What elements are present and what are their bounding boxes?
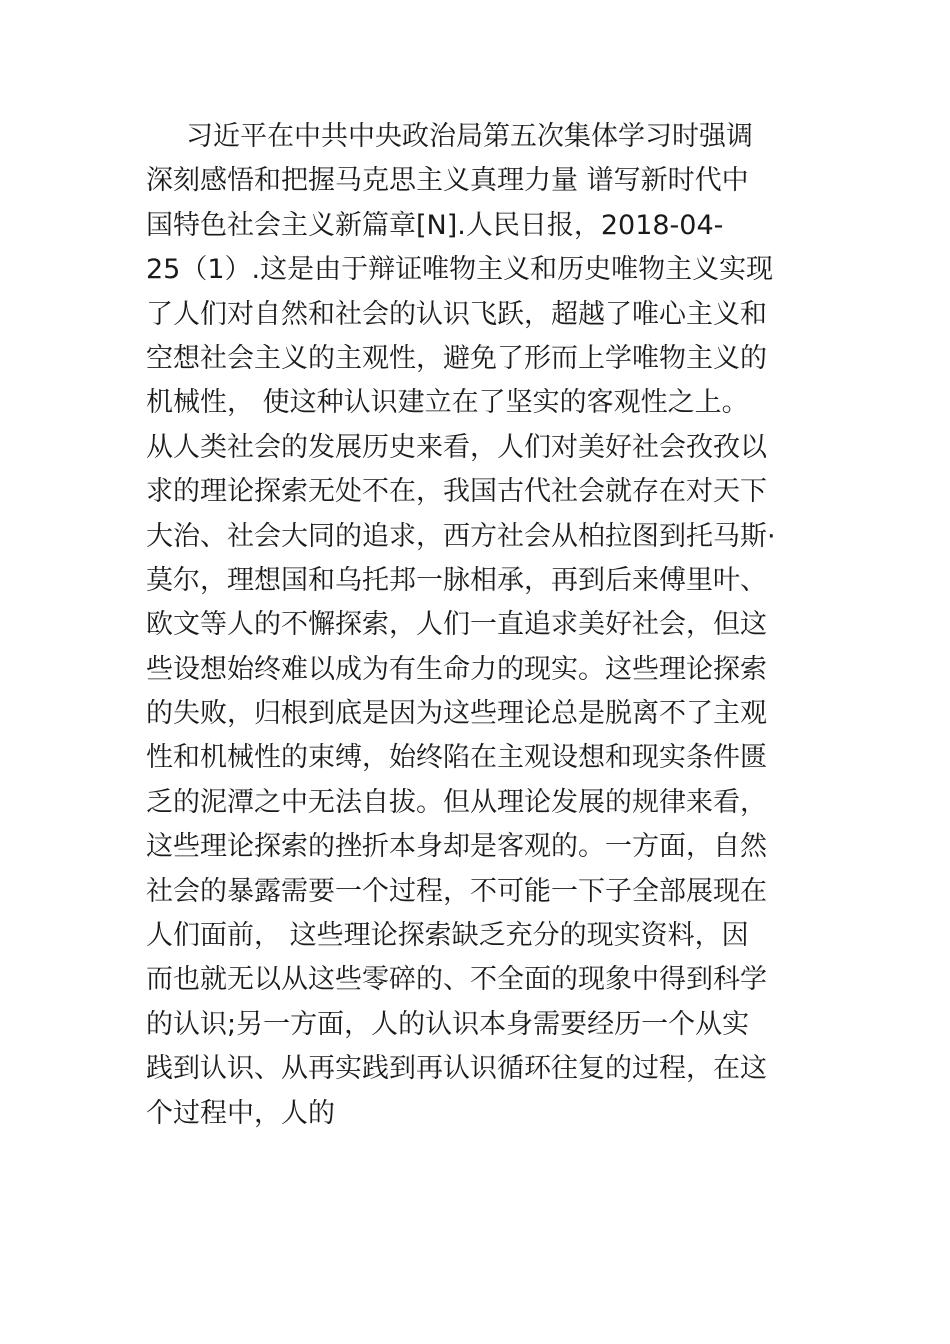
- text-line-13: 些设想始终难以成为有生命力的现实。这些理论探索: [146, 653, 767, 685]
- text-line-8: 从人类社会的发展历史来看，人们对美好社会孜孜以: [146, 431, 767, 463]
- text-line-16: 乏的泥潭之中无法自拔。但从理论发展的规律来看，: [146, 786, 767, 818]
- text-line-7: 机械性， 使这种认识建立在了坚实的客观性之上。: [146, 387, 749, 419]
- text-line-11: 莫尔，理想国和乌托邦一脉相承，再到后来傅里叶、: [146, 564, 767, 596]
- text-line-1: 习近平在中共中央政治局第五次集体学习时强调: [186, 121, 753, 152]
- text-line-4: 25（1）.这是由于辩证唯物主义和历史唯物主义实现: [146, 254, 774, 286]
- text-line-23: 个过程中，人的: [146, 1097, 335, 1129]
- text-line-3: 国特色社会主义新篇章[N].人民日报，2018-04-: [146, 209, 724, 241]
- text-line-14: 的失败，归根到底是因为这些理论总是脱离不了主观: [146, 698, 767, 730]
- text-line-9: 求的理论探索无处不在，我国古代社会就存在对天下: [146, 476, 767, 508]
- text-line-12: 欧文等人的不懈探索，人们一直追求美好社会，但这: [146, 609, 767, 641]
- text-line-6: 空想社会主义的主观性，避免了形而上学唯物主义的: [146, 342, 767, 374]
- text-line-17: 这些理论探索的挫折本身却是客观的。一方面，自然: [146, 831, 767, 863]
- text-line-5: 了人们对自然和社会的认识飞跃，超越了唯心主义和: [146, 298, 767, 330]
- text-line-20: 而也就无以从这些零碎的、不全面的现象中得到科学: [146, 964, 767, 996]
- body-text: [146, 115, 810, 1136]
- text-line-15: 性和机械性的束缚，始终陷在主观设想和现实条件匮: [146, 742, 767, 774]
- text-line-18: 社会的暴露需要一个过程，不可能一下子全部展现在: [146, 875, 767, 907]
- text-line-22: 践到认识、从再实践到再认识循环往复的过程，在这: [146, 1053, 767, 1085]
- text-line-21: 的认识;另一方面，人的认识本身需要经历一个从实: [146, 1008, 750, 1040]
- text-line-10: 大治、社会大同的追求，西方社会从柏拉图到托马斯·: [146, 520, 776, 552]
- text-line-19: 人们面前， 这些理论探索缺乏充分的现实资料，因: [146, 920, 749, 952]
- text-line-2: 深刻感悟和把握马克思主义真理力量 谱写新时代中: [146, 165, 749, 197]
